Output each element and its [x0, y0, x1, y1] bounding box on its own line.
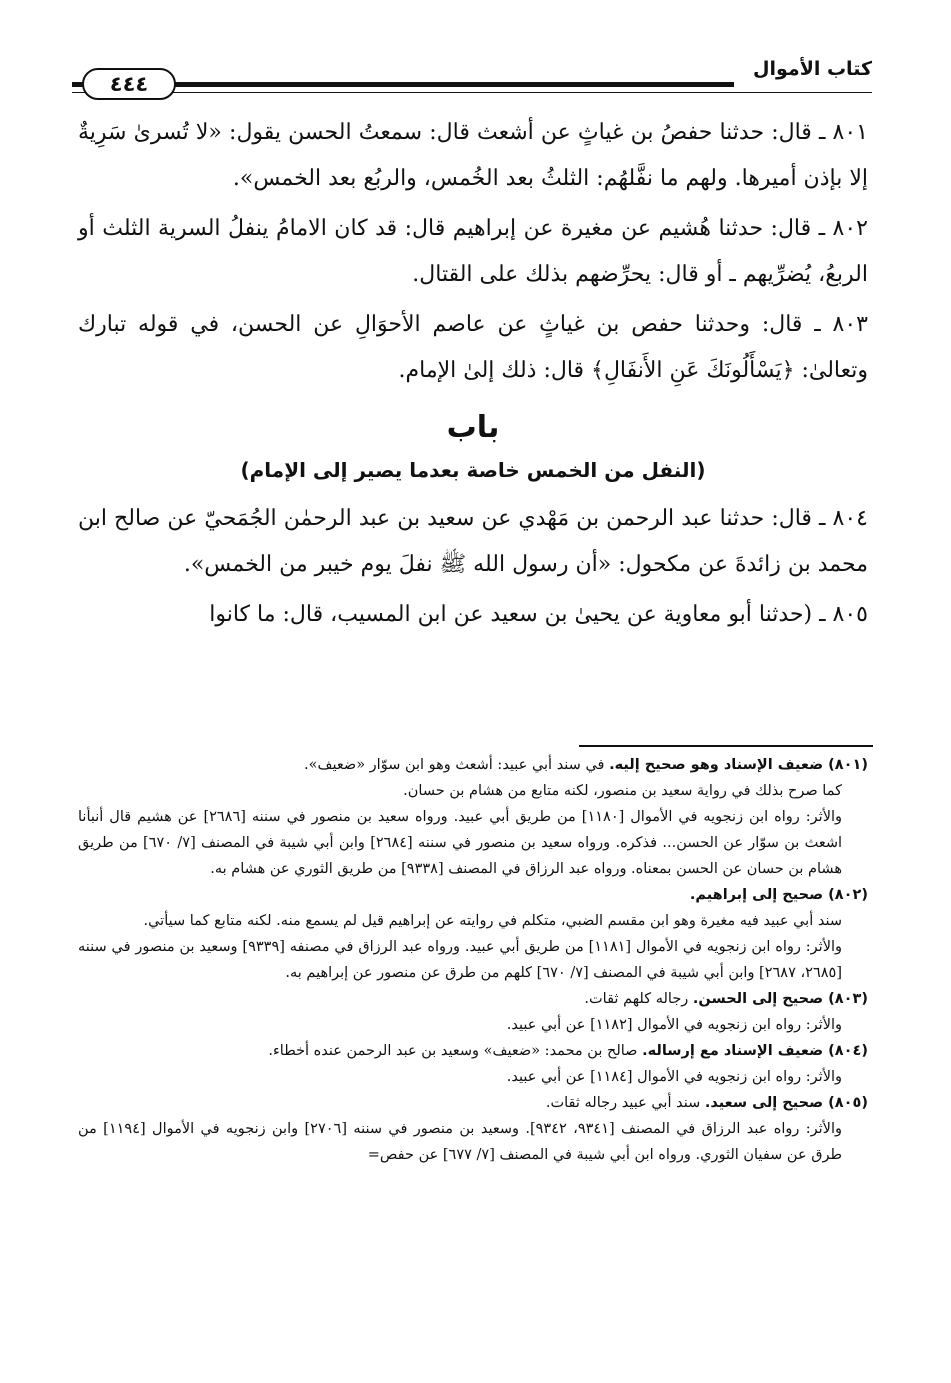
footnote-line [78, 1090, 868, 1116]
footnote-heading: (٨٠٤) ضعيف الإسناد مع إرساله. [642, 1043, 868, 1059]
footnote-line [78, 778, 868, 804]
footnote-text: كما صرح بذلك في رواية سعيد بن منصور، لكنه متابع من هشام بن حسان. [403, 783, 842, 799]
footnote-text: والأثر: رواه ابن زنجويه في الأموال [١١٨١] من طريق أبي عبيد. ورواه عبد الرزاق في مصنفه [٩٣٣٩] وسعيد بن منصور في سننه [٢٦٨٥، ٢٦٨٧] وابن أبي شيبة في المصنف [٧/ ٦٧٠] كلهم من طرق عن منصور عن إبراهيم به. [78, 939, 843, 981]
footnote-heading: (٨٠١) ضعيف الإسناد وهو صحيح إليه. [609, 757, 868, 773]
chapter-subtitle: (النفل من الخمس خاصة بعدما يصير إلى الإمام) [240, 458, 706, 482]
paragraph-804: ٨٠٤ ـ قال: حدثنا عبد الرحمن بن مَهْدي عن سعيد بن عبد الرحمٰن الجُمَحيّ عن صالح ابن محمد بن زائدةَ عن مكحول: «أن رسول الله ﷺ نفلَ يوم خيبر من الخمس». [78, 506, 868, 577]
footnote-line [78, 1064, 868, 1090]
footnote-line [78, 882, 868, 908]
footnote-line [78, 1012, 868, 1038]
footnote-text: والأثر: رواه ابن زنجويه في الأموال [١١٨٠] من طريق أبي عبيد. ورواه سعيد بن منصور في سننه [٢٦٨٦] عن هشيم قال أنبأنا اشعث بن سوّار عن الحسن... فذكره. ورواه سعيد بن منصور في سننه [٢٦٨٤] وابن أبي شيبة في المصنف [٧/ ٦٧٠] من طريق هشام بن حسان عن الحسن بمعناه. ورواه عبد الرزاق في المصنف [٩٣٣٨] من طريق الثوري عن هشام به. [78, 809, 843, 877]
page-header [72, 52, 872, 100]
footnote-line [78, 1038, 868, 1064]
footnote-line [78, 986, 868, 1012]
chapter-title: باب [446, 410, 500, 445]
paragraph-805: ٨٠٥ ـ (حدثنا أبو معاوية عن يحيىٰ بن سعيد عن ابن المسيب، قال: ما كانوا [209, 602, 868, 627]
footnote-heading: (٨٠٢) صحيح إلى إبراهيم. [689, 887, 868, 903]
paragraph-803: ٨٠٣ ـ قال: وحدثنا حفص بن غياثٍ عن عاصم الأحوَالِ عن الحسن، في قوله تبارك وتعالىٰ: ﴿يَسْأَلُونَكَ عَنِ الأَنفَالِ﴾ قال: ذلك إلىٰ الإمام. [78, 312, 868, 383]
footnote-text: والأثر: رواه عبد الرزاق في المصنف [٩٣٤١، ٩٣٤٢]. وسعيد بن منصور في سننه [٢٧٠٦] وابن زنجويه في الأموال [١١٩٤] من طرق عن سفيان الثوري. ورواه ابن أبي شيبة في المصنف [٧/ ٦٧٧] عن حفص= [78, 1121, 842, 1163]
paragraph-801: ٨٠١ ـ قال: حدثنا حفصُ بن غياثٍ عن أشعث قال: سمعتُ الحسن يقول: «لا تُسرىٰ سَرِيةٌ إلا بإذن أميرها. ولهم ما نفَّلهُم: الثلثُ بعد الخُمس، والربُع بعد الخمس». [78, 120, 868, 191]
footnote-line [78, 804, 868, 882]
paragraph-802: ٨٠٢ ـ قال: حدثنا هُشيم عن مغيرة عن إبراهيم قال: قد كان الامامُ ينفلُ السرية الثلث أو الربعُ، يُضرِّيهم ـ أو قال: يحرِّضهم بذلك على القتال. [78, 216, 868, 287]
page-number: ٤٤٤ [82, 68, 176, 100]
footnote-text: سند أبي عبيد رجاله ثقات. [545, 1095, 705, 1111]
footnote-separator [579, 745, 873, 747]
footnote-line [78, 934, 868, 986]
footnote-line [78, 908, 868, 934]
header-rule-thin [72, 92, 872, 93]
book-title: كتاب الأموال [753, 58, 872, 80]
footnote-line [78, 1116, 868, 1168]
footnote-text: والأثر: رواه ابن زنجويه في الأموال [١١٨٢] عن أبي عبيد. [506, 1017, 842, 1033]
footnote-text: في سند أبي عبيد: أشعث وهو ابن سوّار «ضعيف». [304, 757, 610, 773]
footnote-line [78, 752, 868, 778]
footnote-heading: (٨٠٣) صحيح إلى الحسن. [692, 991, 868, 1007]
footnote-heading: (٨٠٥) صحيح إلى سعيد. [704, 1095, 868, 1111]
footnote-text: صالح بن محمد: «ضعيف» وسعيد بن عبد الرحمن عنده أخطاء. [268, 1043, 643, 1059]
footnotes [78, 752, 868, 1168]
footnote-text: سند أبي عبيد فيه مغيرة وهو ابن مقسم الضبي، متكلم في روايته عن إبراهيم قيل لم يسمع منه. لكنه متابع كما سيأتي. [143, 913, 842, 929]
footnote-text: والأثر: رواه ابن زنجويه في الأموال [١١٨٤] عن أبي عبيد. [506, 1069, 842, 1085]
main-text [78, 110, 868, 642]
footnote-text: رجاله كلهم ثقات. [584, 991, 693, 1007]
